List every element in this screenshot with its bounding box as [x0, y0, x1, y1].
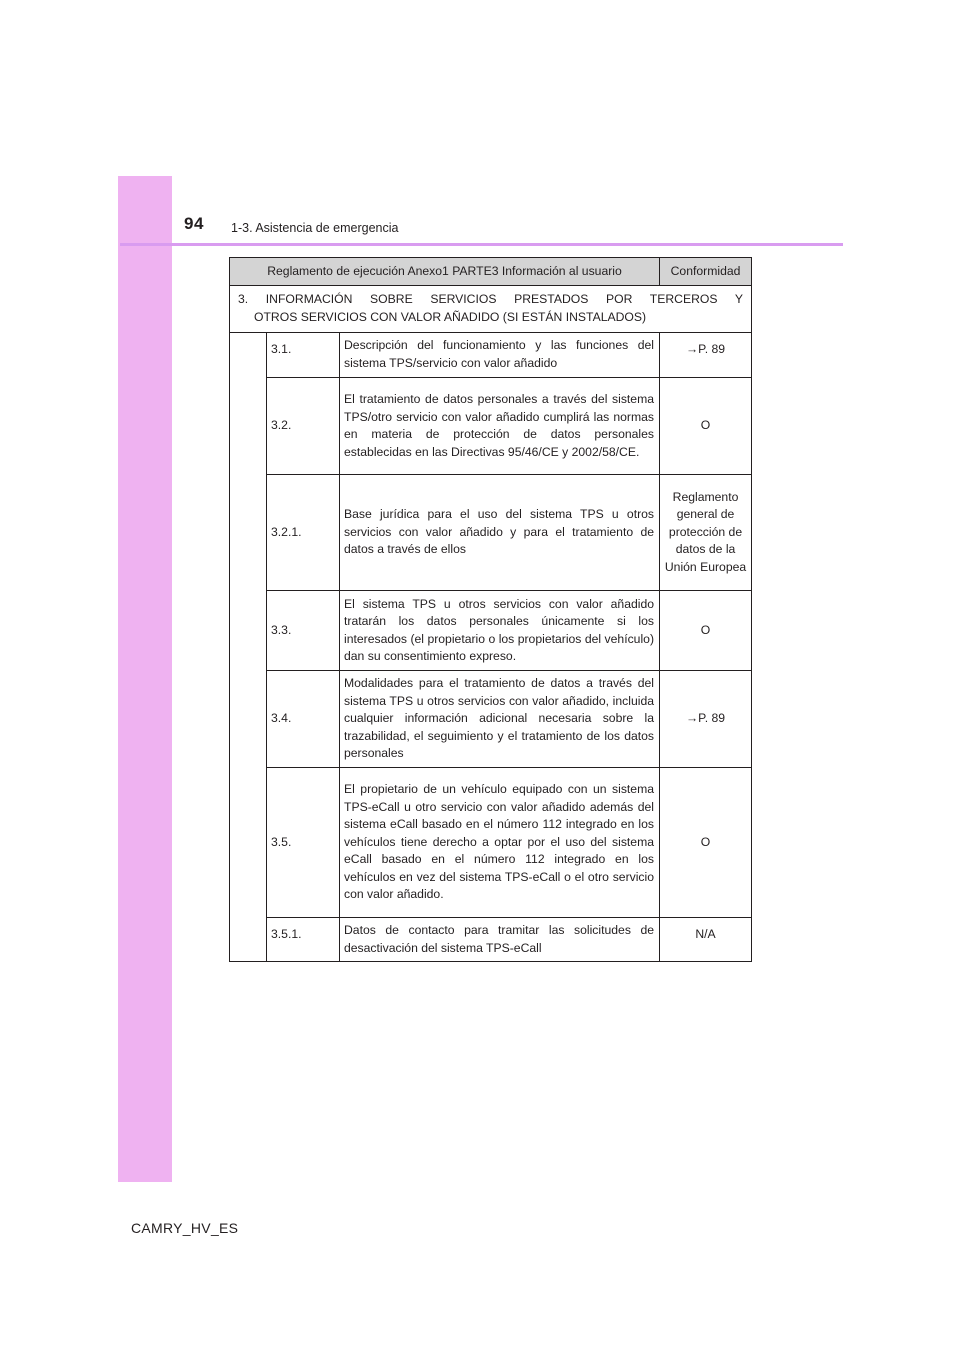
- side-tab-band: [118, 176, 172, 1182]
- table-row: [230, 671, 752, 768]
- row-conformity: →P. 89: [660, 671, 752, 768]
- row-number: 3.2.1.: [267, 475, 340, 591]
- regulation-table: [229, 257, 752, 962]
- section-heading-row: [230, 286, 752, 333]
- row-conformity: O: [660, 378, 752, 475]
- row-conformity: N/A: [660, 918, 752, 962]
- page-number: 94: [184, 214, 204, 233]
- row-number: 3.4.: [267, 671, 340, 768]
- row-description: Modalidades para el tratamiento de datos a través del sistema TPS u otros servicios con valor añadido, incluida cualquier información adicional necesaria sobre la trazabilidad, el seguimiento y el tratamiento de los datos personales: [340, 671, 660, 768]
- row-description: Datos de contacto para tramitar las solicitudes de desactivación del sistema TPS-eCall: [340, 918, 660, 962]
- header-divider: [120, 243, 843, 246]
- footer-document-code: CAMRY_HV_ES: [131, 1220, 239, 1236]
- row-description: El propietario de un vehículo equipado con un sistema TPS-eCall u otro servicio con valor añadido además del sistema eCall basado en el número 112 integrado en los vehículos tiene derecho a optar por el uso del sistema eCall basado en el número 112 integrado en los vehículos en vez del sistema TPS-eCall o el otro servicio con valor añadido.: [340, 768, 660, 918]
- row-conformity: Reglamento general de protección de datos de la Unión Europea: [660, 475, 752, 591]
- row-conformity: O: [660, 768, 752, 918]
- regulation-column-header: Reglamento de ejecución Anexo1 PARTE3 Información al usuario: [230, 258, 660, 286]
- row-conformity: O: [660, 591, 752, 671]
- row-number: 3.5.1.: [267, 918, 340, 962]
- row-number: 3.2.: [267, 378, 340, 475]
- section-heading-line1: 3. INFORMACIÓN SOBRE SERVICIOS PRESTADOS POR TERCEROS Y: [238, 292, 744, 306]
- table-row: [230, 333, 752, 378]
- table-row: [230, 918, 752, 962]
- conformity-column-header: Conformidad: [660, 258, 752, 286]
- row-number: 3.1.: [267, 333, 340, 378]
- row-number: 3.5.: [267, 768, 340, 918]
- row-conformity: →P. 89: [660, 333, 752, 378]
- section-heading-line2: OTROS SERVICIOS CON VALOR AÑADIDO (SI ESTÁN INSTALADOS): [254, 309, 647, 324]
- section-heading: [230, 286, 752, 333]
- table-row: [230, 768, 752, 918]
- row-number: 3.3.: [267, 591, 340, 671]
- table-row: [230, 378, 752, 475]
- row-description: Descripción del funcionamiento y las funciones del sistema TPS/servicio con valor añadido: [340, 333, 660, 378]
- row-description: Base jurídica para el uso del sistema TPS u otros servicios con valor añadido y para el tratamiento de datos a través de ellos: [340, 475, 660, 591]
- section-title: 1-3. Asistencia de emergencia: [231, 221, 399, 235]
- indent-spacer-cell: [230, 333, 267, 962]
- row-description: El sistema TPS u otros servicios con valor añadido tratarán los datos personales únicamente si los interesados (el propietario o los propietarios del vehículo) dan su consentimiento expreso.: [340, 591, 660, 671]
- table-header-row: [230, 258, 752, 286]
- row-description: El tratamiento de datos personales a través del sistema TPS/otro servicio con valor añadido cumplirá las normas en materia de protección de datos personales establecidas en las Directivas 95/46/CE y 2002/58/CE.: [340, 378, 660, 475]
- table-row: [230, 475, 752, 591]
- table-row: [230, 591, 752, 671]
